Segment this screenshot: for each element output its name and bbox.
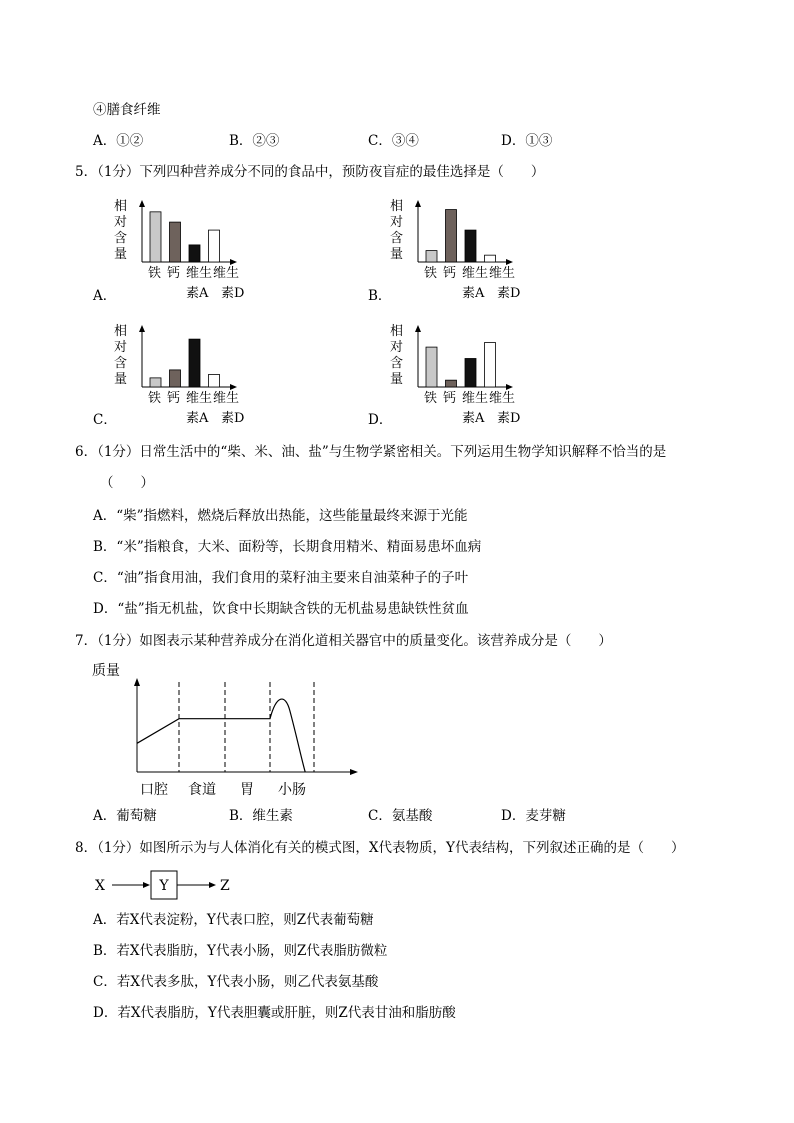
q6-option-d: D．“盐”指无机盐，饮食中长期缺含铁的无机盐易患缺铁性贫血 bbox=[93, 601, 469, 617]
q7-x-category-label: 口腔 bbox=[140, 782, 168, 798]
q5-y-label-char: 含 bbox=[114, 356, 128, 371]
q5-x-axis-arrow bbox=[506, 259, 513, 265]
q7-series-line bbox=[137, 699, 305, 772]
q8-option-b: B．若X代表脂肪，Y代表小肠，则Z代表脂肪微粒 bbox=[93, 943, 388, 959]
q5-option-b-letter: B． bbox=[368, 288, 392, 304]
q7-x-category-label: 胃 bbox=[240, 782, 254, 798]
q5-stem: 5．（1分）下列四种营养成分不同的食品中，预防夜盲症的最佳选择是（ ） bbox=[75, 164, 545, 180]
q7-stem: 7．（1分）如图表示某种营养成分在消化道相关器官中的质量变化。该营养成分是（ ） bbox=[75, 633, 612, 649]
q5-bar bbox=[170, 222, 181, 262]
q8-arrow-2-head bbox=[209, 882, 216, 888]
q5-y-label-char: 对 bbox=[390, 340, 404, 355]
q5-x-tick-label-2: 素A bbox=[462, 411, 485, 426]
q4-option-c: C．③④ bbox=[368, 133, 419, 149]
q5-bar bbox=[170, 370, 181, 387]
q5-y-label-char: 量 bbox=[390, 247, 404, 262]
q6-option-a: A．“柴”指燃料，燃烧后释放出热能，这些能量最终来源于光能 bbox=[93, 508, 468, 524]
q5-x-tick-label: 维生 bbox=[213, 266, 240, 281]
q5-bar bbox=[446, 380, 457, 387]
q5-x-tick-label: 维生 bbox=[462, 391, 489, 406]
q5-bar bbox=[426, 347, 437, 387]
q5-bar bbox=[465, 230, 476, 262]
q7-option-c: C．氨基酸 bbox=[368, 808, 433, 824]
q5-x-tick-label-2: 素A bbox=[462, 286, 485, 301]
q5-x-axis-arrow bbox=[230, 384, 237, 390]
q5-y-label-char: 含 bbox=[390, 231, 404, 246]
q5-bar bbox=[446, 210, 457, 262]
q5-x-tick-label: 钙 bbox=[167, 391, 181, 406]
q5-bar bbox=[426, 251, 437, 262]
q5-bar bbox=[209, 374, 220, 387]
q5-x-tick-label: 铁 bbox=[424, 266, 438, 281]
q5-x-tick-label: 维生 bbox=[213, 391, 240, 406]
q5-y-label-char: 对 bbox=[114, 215, 128, 230]
q5-y-label-char: 相 bbox=[114, 199, 128, 214]
q8-diagram-x: X bbox=[95, 878, 105, 894]
q5-x-tick-label: 维生 bbox=[489, 266, 516, 281]
q5-x-tick-label-2: 素A bbox=[186, 411, 209, 426]
q6-stem-paren: （ ） bbox=[100, 475, 154, 491]
q7-line-chart bbox=[90, 658, 370, 800]
q7-option-a: A．葡萄糖 bbox=[93, 808, 157, 824]
q8-flow-diagram bbox=[90, 868, 250, 902]
q5-bar-chart-b bbox=[388, 195, 528, 305]
q5-y-label-char: 对 bbox=[114, 340, 128, 355]
q5-option-a-letter: A． bbox=[93, 288, 117, 304]
q7-x-category-label: 小肠 bbox=[278, 782, 306, 798]
q8-diagram-y: Y bbox=[159, 878, 169, 894]
q5-bar bbox=[485, 255, 496, 262]
option-4-dietary-fiber: ④膳食纤维 bbox=[93, 102, 161, 118]
q5-y-label-char: 含 bbox=[390, 356, 404, 371]
q5-y-axis-arrow bbox=[415, 200, 421, 207]
q5-x-tick-label: 维生 bbox=[186, 266, 213, 281]
q5-y-label-char: 量 bbox=[390, 372, 404, 387]
q7-option-d: D．麦芽糖 bbox=[501, 808, 566, 824]
q5-x-tick-label-2: 素D bbox=[497, 286, 521, 301]
q5-y-axis-arrow bbox=[139, 200, 145, 207]
q4-option-d: D．①③ bbox=[501, 133, 553, 149]
q5-y-label-char: 相 bbox=[390, 324, 404, 339]
q5-bar bbox=[150, 212, 161, 262]
q5-x-tick-label-2: 素D bbox=[221, 411, 245, 426]
q8-option-a: A．若X代表淀粉，Y代表口腔，则Z代表葡萄糖 bbox=[93, 912, 374, 928]
q5-bar-chart-d bbox=[388, 320, 528, 430]
q5-x-tick-label: 维生 bbox=[462, 266, 489, 281]
q4-option-b: B．②③ bbox=[229, 133, 280, 149]
q5-bar bbox=[189, 339, 200, 387]
q8-option-d: D．若X代表脂肪，Y代表胆囊或肝脏，则Z代表甘油和脂肪酸 bbox=[93, 1005, 456, 1021]
q5-y-label-char: 含 bbox=[114, 231, 128, 246]
q5-y-axis-arrow bbox=[139, 325, 145, 332]
q5-y-label-char: 相 bbox=[114, 324, 128, 339]
q5-x-axis-arrow bbox=[506, 384, 513, 390]
q8-option-c: C．若X代表多肽，Y代表小肠，则乙代表氨基酸 bbox=[93, 974, 379, 990]
q5-bar bbox=[189, 245, 200, 262]
q5-bar-chart-a bbox=[112, 195, 252, 305]
q5-bar bbox=[209, 230, 220, 262]
q7-option-b: B．维生素 bbox=[229, 808, 293, 824]
q6-option-b: B．“米”指粮食，大米、面粉等，长期食用精米、精面易患坏血病 bbox=[93, 539, 482, 555]
q7-x-category-label: 食道 bbox=[188, 782, 216, 798]
q5-y-label-char: 相 bbox=[390, 199, 404, 214]
q5-x-tick-label-2: 素A bbox=[186, 286, 209, 301]
q5-x-tick-label: 铁 bbox=[148, 391, 162, 406]
q5-y-axis-arrow bbox=[415, 325, 421, 332]
q5-x-tick-label-2: 素D bbox=[497, 411, 521, 426]
q5-x-tick-label-2: 素D bbox=[221, 286, 245, 301]
q5-y-label-char: 对 bbox=[390, 215, 404, 230]
q4-option-a: A．①② bbox=[93, 133, 144, 149]
q7-x-axis-arrow bbox=[350, 769, 358, 775]
q5-x-tick-label: 钙 bbox=[443, 266, 457, 281]
q5-x-tick-label: 铁 bbox=[424, 391, 438, 406]
q5-x-tick-label: 钙 bbox=[443, 391, 457, 406]
q5-y-label-char: 量 bbox=[114, 247, 128, 262]
q5-x-tick-label: 铁 bbox=[148, 266, 162, 281]
q5-x-tick-label: 钙 bbox=[167, 266, 181, 281]
q5-option-c-letter: C． bbox=[93, 412, 117, 428]
q7-y-axis-label: 质量 bbox=[92, 663, 120, 679]
q8-diagram-z: Z bbox=[220, 878, 230, 894]
q8-arrow-1-head bbox=[143, 882, 150, 888]
q5-x-tick-label: 维生 bbox=[489, 391, 516, 406]
q5-bar bbox=[465, 359, 476, 388]
q6-option-c: C．“油”指食用油，我们食用的菜籽油主要来自油菜种子的子叶 bbox=[93, 570, 469, 586]
q8-stem: 8．（1分）如图所示为与人体消化有关的模式图，X代表物质，Y代表结构，下列叙述正确的是（ ） bbox=[75, 840, 685, 856]
q5-bar bbox=[150, 378, 161, 387]
q5-bar bbox=[485, 343, 496, 387]
q5-option-d-letter: D． bbox=[368, 412, 393, 428]
q7-y-axis-arrow bbox=[134, 678, 140, 686]
q5-x-axis-arrow bbox=[230, 259, 237, 265]
q5-x-tick-label: 维生 bbox=[186, 391, 213, 406]
q6-stem: 6．（1分）日常生活中的“柴、米、油、盐”与生物学紧密相关。下列运用生物学知识解释不恰当的是 bbox=[75, 444, 667, 460]
q5-y-label-char: 量 bbox=[114, 372, 128, 387]
q5-bar-chart-c bbox=[112, 320, 252, 430]
